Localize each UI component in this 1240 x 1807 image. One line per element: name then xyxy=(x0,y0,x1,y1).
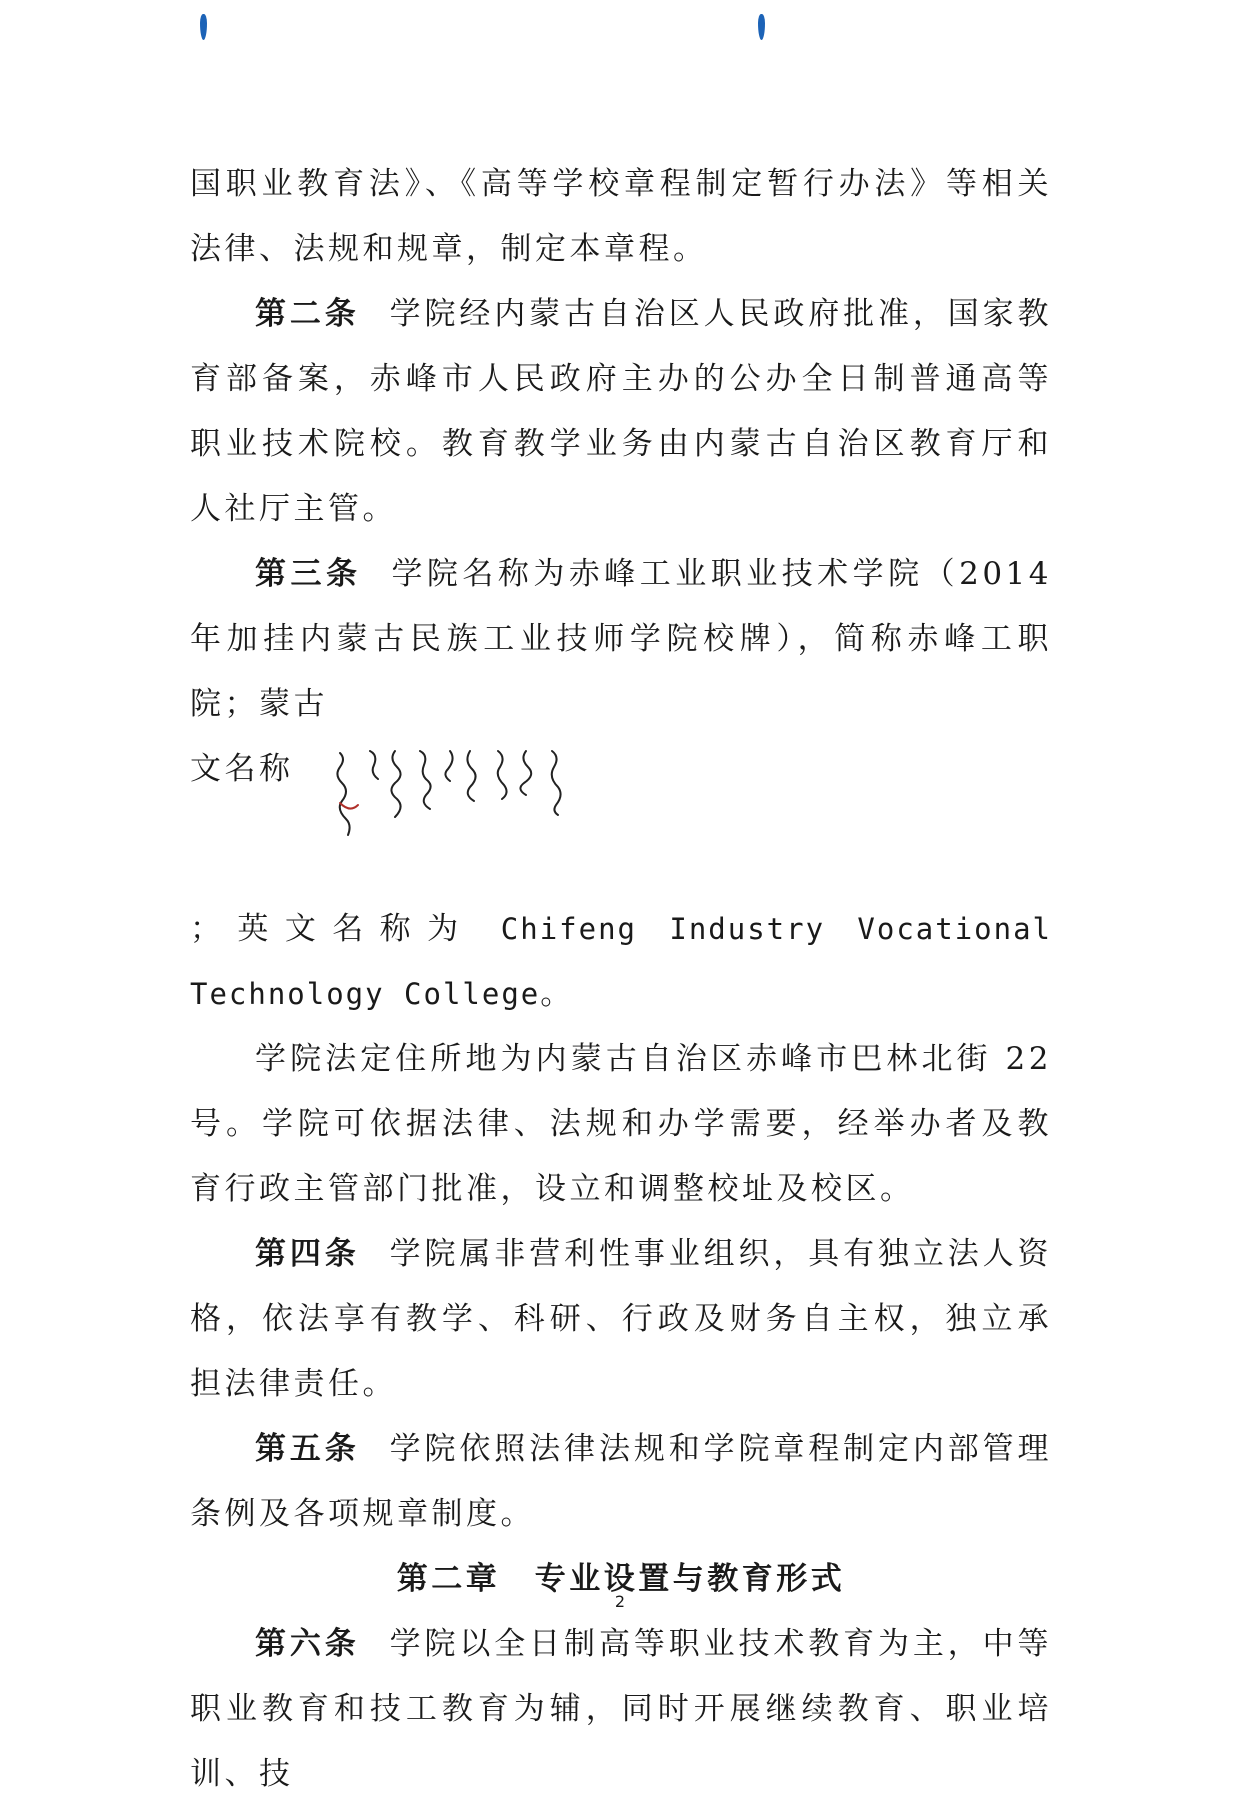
article-2 xyxy=(190,282,1052,542)
english-name-suffix: 。 xyxy=(540,976,575,1012)
article-6 xyxy=(190,1612,1052,1807)
paragraph-continuation: 国职业教育法》、《高等学校章程制定暂行办法》等相关法律、法规和规章，制定本章程。 xyxy=(190,166,1052,267)
article-4-label: 第四条 xyxy=(255,1236,360,1272)
article-2-text: 学院经内蒙古自治区人民政府批准，国家教育部备案，赤峰市人民政府主办的公办全日制普通高等职业技术院校。教育教学业务由内蒙古自治区教育厅和人社厅主管。 xyxy=(190,296,1053,527)
mongolian-name-label: 文名称 xyxy=(190,751,294,787)
article-2-label: 第二条 xyxy=(255,296,360,332)
article-4 xyxy=(190,1222,1052,1417)
article-3-text: 学院名称为赤峰工业职业技术学院（2014 年加挂内蒙古民族工业技师学院校牌），简称赤峰工职院；蒙古 xyxy=(190,556,1052,722)
chapter-heading: 第二章 专业设置与教育形式 xyxy=(396,1561,846,1597)
english-name-line xyxy=(190,897,1052,1027)
document-body xyxy=(190,152,1052,1807)
binding-mark-right xyxy=(758,14,765,40)
article-3 xyxy=(190,542,1052,737)
article-6-label: 第六条 xyxy=(255,1626,360,1662)
english-name: Chifeng Industry Vocational Technology College xyxy=(190,912,1053,1011)
english-name-prefix: ；英文名称为 xyxy=(190,911,475,947)
mongolian-script-name xyxy=(320,743,600,853)
binding-mark-left xyxy=(200,14,207,40)
address-paragraph: 学院法定住所地为内蒙古自治区赤峰市巴林北街 22 号。学院可依据法律、法规和办学需要，经举办者及教育行政主管部门批准，设立和调整校址及校区。 xyxy=(190,1041,1052,1207)
article-3-label: 第三条 xyxy=(255,556,362,592)
article-4-text: 学院属非营利性事业组织，具有独立法人资格，依法享有教学、科研、行政及财务自主权，独立承担法律责任。 xyxy=(190,1236,1053,1402)
article-5 xyxy=(190,1417,1052,1547)
article-5-text: 学院依照法律法规和学院章程制定内部管理条例及各项规章制度。 xyxy=(190,1431,1053,1532)
page-number: 2 xyxy=(614,1592,626,1611)
article-5-label: 第五条 xyxy=(255,1431,360,1467)
article-6-text: 学院以全日制高等职业技术教育为主，中等职业教育和技工教育为辅，同时开展继续教育、职业培训、技 xyxy=(190,1626,1053,1792)
mongolian-name-line xyxy=(190,737,1052,897)
